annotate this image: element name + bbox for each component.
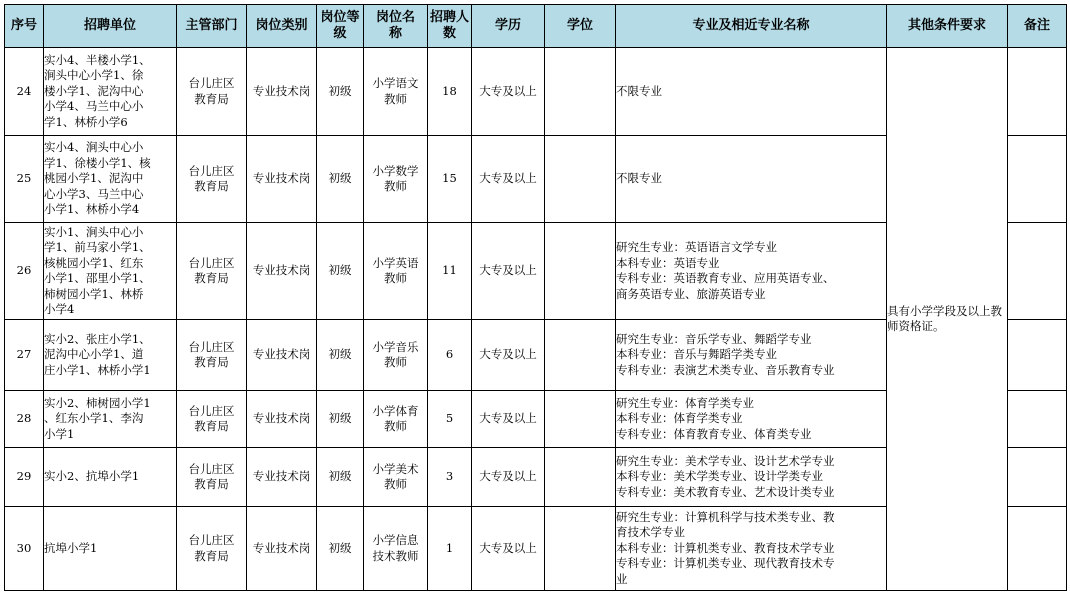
count-cell: 11 bbox=[428, 223, 472, 320]
level-cell: 初级 bbox=[317, 391, 364, 448]
edu-cell: 大专及以上 bbox=[472, 48, 545, 136]
major-cell bbox=[616, 507, 887, 591]
dept-line: 台儿庄区 bbox=[188, 533, 235, 547]
category-cell: 专业技术岗 bbox=[247, 448, 317, 507]
dept-line: 台儿庄区 bbox=[188, 76, 235, 90]
degree-cell bbox=[545, 391, 616, 448]
edu-cell: 大专及以上 bbox=[472, 507, 545, 591]
unit-line: 实小1、涧头中心小 bbox=[44, 224, 144, 239]
other-requirement-text: 具有小学学段及以上教师资格证。 bbox=[887, 303, 1002, 333]
dept-cell bbox=[177, 48, 247, 136]
post-line: 技术教师 bbox=[372, 548, 419, 563]
recruitment-table bbox=[4, 4, 1067, 591]
major-cell bbox=[616, 391, 887, 448]
seq-cell: 28 bbox=[5, 391, 44, 448]
unit-cell bbox=[44, 136, 177, 223]
seq-cell: 30 bbox=[5, 507, 44, 591]
category-cell: 专业技术岗 bbox=[247, 507, 317, 591]
post-line: 小学英语 bbox=[372, 255, 419, 270]
degree-cell bbox=[545, 136, 616, 223]
dept-cell bbox=[177, 448, 247, 507]
header-unit: 招聘单位 bbox=[44, 5, 177, 48]
major-line: 研究生专业：计算机科学与技术类专业、教 bbox=[616, 509, 835, 524]
unit-cell bbox=[44, 223, 177, 320]
dept-line: 教育局 bbox=[194, 179, 229, 193]
count-cell: 3 bbox=[428, 448, 472, 507]
major-line: 研究生专业：体育学类专业 bbox=[616, 395, 754, 410]
header-other: 其他条件要求 bbox=[887, 5, 1008, 48]
major-line: 研究生专业：美术学专业、设计艺术学专业 bbox=[616, 453, 835, 468]
unit-line: 、红东小学1、李沟 bbox=[44, 411, 144, 426]
level-cell: 初级 bbox=[317, 223, 364, 320]
dept-line: 台儿庄区 bbox=[188, 163, 235, 178]
major-line: 本科专业：英语专业 bbox=[616, 255, 720, 270]
major-line: 不限专业 bbox=[616, 171, 662, 186]
count-cell: 15 bbox=[428, 136, 472, 223]
major-line: 专科专业：计算机类专业、现代教育技术专 bbox=[616, 556, 835, 571]
unit-line: 实小4、涧头中心小 bbox=[44, 140, 144, 155]
unit-line: 楼小学1、泥沟中心 bbox=[44, 83, 144, 98]
remark-cell bbox=[1008, 448, 1067, 507]
degree-cell bbox=[545, 507, 616, 591]
unit-line: 抗埠小学1 bbox=[44, 540, 98, 555]
degree-cell bbox=[545, 223, 616, 320]
post-cell bbox=[364, 223, 428, 320]
seq-cell: 26 bbox=[5, 223, 44, 320]
dept-line: 台儿庄区 bbox=[188, 403, 235, 418]
remark-cell bbox=[1008, 320, 1067, 391]
header-level-text: 岗位等级 bbox=[320, 10, 360, 41]
unit-line: 小学1、林桥小学4 bbox=[44, 202, 140, 217]
dept-line: 教育局 bbox=[194, 91, 229, 106]
unit-line: 学1、林桥小学6 bbox=[44, 114, 128, 129]
dept-line: 教育局 bbox=[194, 419, 229, 433]
unit-line: 实小2、张庄小学1、 bbox=[44, 331, 151, 346]
unit-line: 学1、徐楼小学1、核 bbox=[44, 155, 151, 170]
major-line: 不限专业 bbox=[616, 83, 662, 98]
header-remark: 备注 bbox=[1008, 5, 1067, 48]
post-line: 小学语文 bbox=[372, 76, 419, 90]
unit-line: 实小2、抗埠小学1 bbox=[44, 469, 140, 484]
header-post bbox=[364, 5, 428, 48]
unit-line: 实小2、柿树园小学1 bbox=[44, 395, 151, 410]
unit-line: 小学1、邵里小学1、 bbox=[44, 271, 151, 285]
major-cell bbox=[616, 48, 887, 136]
count-cell: 5 bbox=[428, 391, 472, 448]
dept-line: 教育局 bbox=[194, 548, 229, 563]
post-line: 小学美术 bbox=[372, 461, 419, 476]
post-line: 小学信息 bbox=[372, 533, 419, 547]
dept-line: 台儿庄区 bbox=[188, 339, 235, 354]
post-line: 教师 bbox=[384, 477, 407, 491]
major-cell bbox=[616, 320, 887, 391]
post-line: 教师 bbox=[384, 355, 407, 369]
seq-cell: 24 bbox=[5, 48, 44, 136]
post-cell bbox=[364, 448, 428, 507]
dept-line: 教育局 bbox=[194, 477, 229, 491]
unit-line: 小学4 bbox=[44, 302, 75, 316]
category-cell: 专业技术岗 bbox=[247, 320, 317, 391]
unit-line: 心小学3、马兰中心 bbox=[44, 186, 144, 201]
unit-cell bbox=[44, 48, 177, 136]
major-line: 业 bbox=[616, 571, 628, 586]
major-cell bbox=[616, 448, 887, 507]
post-line: 小学体育 bbox=[372, 403, 419, 418]
dept-cell bbox=[177, 507, 247, 591]
dept-cell bbox=[177, 391, 247, 448]
category-cell: 专业技术岗 bbox=[247, 391, 317, 448]
header-count bbox=[428, 5, 472, 48]
post-line: 小学音乐 bbox=[372, 339, 419, 354]
seq-cell: 27 bbox=[5, 320, 44, 391]
count-cell: 1 bbox=[428, 507, 472, 591]
unit-cell bbox=[44, 507, 177, 591]
remark-cell bbox=[1008, 48, 1067, 136]
header-edu: 学历 bbox=[472, 5, 545, 48]
major-line: 商务英语专业、旅游英语专业 bbox=[616, 286, 766, 301]
header-dept: 主管部门 bbox=[177, 5, 247, 48]
major-cell bbox=[616, 136, 887, 223]
post-line: 小学数学 bbox=[372, 163, 419, 178]
dept-cell bbox=[177, 223, 247, 320]
unit-line: 小学1 bbox=[44, 426, 75, 441]
unit-line: 小学4、马兰中心小 bbox=[44, 99, 144, 114]
table-body bbox=[5, 48, 1067, 591]
remark-cell bbox=[1008, 507, 1067, 591]
remark-cell bbox=[1008, 136, 1067, 223]
seq-cell: 29 bbox=[5, 448, 44, 507]
header-major: 专业及相近专业名称 bbox=[616, 5, 887, 48]
unit-cell bbox=[44, 391, 177, 448]
major-line: 专科专业：表演艺术类专业、音乐教育专业 bbox=[616, 362, 835, 377]
major-line: 本科专业：美术学类专业、设计学类专业 bbox=[616, 469, 823, 484]
dept-line: 台儿庄区 bbox=[188, 255, 235, 270]
major-line: 本科专业：计算机类专业、教育技术学专业 bbox=[616, 540, 835, 555]
post-line: 教师 bbox=[384, 271, 407, 285]
level-cell: 初级 bbox=[317, 320, 364, 391]
post-line: 教师 bbox=[384, 419, 407, 433]
header-level bbox=[317, 5, 364, 48]
category-cell: 专业技术岗 bbox=[247, 48, 317, 136]
post-cell bbox=[364, 391, 428, 448]
degree-cell bbox=[545, 48, 616, 136]
table-row bbox=[5, 48, 1067, 136]
count-cell: 6 bbox=[428, 320, 472, 391]
edu-cell: 大专及以上 bbox=[472, 448, 545, 507]
unit-line: 泥沟中心小学1、道 bbox=[44, 347, 144, 362]
unit-line: 桃园小学1、泥沟中 bbox=[44, 171, 144, 186]
header-row bbox=[5, 5, 1067, 48]
edu-cell: 大专及以上 bbox=[472, 391, 545, 448]
seq-cell: 25 bbox=[5, 136, 44, 223]
category-cell: 专业技术岗 bbox=[247, 136, 317, 223]
remark-cell bbox=[1008, 391, 1067, 448]
unit-cell bbox=[44, 320, 177, 391]
edu-cell: 大专及以上 bbox=[472, 136, 545, 223]
dept-line: 台儿庄区 bbox=[188, 461, 235, 476]
major-line: 研究生专业：英语语言文学专业 bbox=[616, 240, 777, 254]
dept-line: 教育局 bbox=[194, 271, 229, 285]
post-line: 教师 bbox=[384, 91, 407, 106]
dept-line: 教育局 bbox=[194, 355, 229, 369]
level-cell: 初级 bbox=[317, 136, 364, 223]
major-line: 本科专业：音乐与舞蹈学类专业 bbox=[616, 347, 777, 362]
major-line: 研究生专业：音乐学专业、舞蹈学专业 bbox=[616, 331, 812, 346]
unit-line: 涧头中心小学1、徐 bbox=[44, 68, 144, 83]
header-seq: 序号 bbox=[5, 5, 44, 48]
unit-line: 学1、前马家小学1、 bbox=[44, 240, 151, 254]
major-cell bbox=[616, 223, 887, 320]
major-line: 专科专业：体育教育专业、体育类专业 bbox=[616, 426, 812, 441]
other-requirement-cell bbox=[887, 48, 1008, 591]
dept-cell bbox=[177, 136, 247, 223]
degree-cell bbox=[545, 448, 616, 507]
major-line: 育技术学专业 bbox=[616, 525, 685, 540]
header-category: 岗位类别 bbox=[247, 5, 317, 48]
unit-line: 庄小学1、林桥小学1 bbox=[44, 362, 151, 377]
unit-line: 核桃园小学1、红东 bbox=[44, 255, 144, 270]
header-degree: 学位 bbox=[545, 5, 616, 48]
header-count-text: 招聘人数 bbox=[429, 10, 469, 41]
major-line: 专科专业：美术教育专业、艺术设计类专业 bbox=[616, 484, 835, 499]
edu-cell: 大专及以上 bbox=[472, 223, 545, 320]
edu-cell: 大专及以上 bbox=[472, 320, 545, 391]
post-cell bbox=[364, 136, 428, 223]
unit-line: 实小4、半楼小学1、 bbox=[44, 52, 151, 67]
level-cell: 初级 bbox=[317, 507, 364, 591]
remark-cell bbox=[1008, 223, 1067, 320]
major-line: 专科专业：英语教育专业、应用英语专业、 bbox=[616, 271, 835, 285]
post-cell bbox=[364, 48, 428, 136]
post-line: 教师 bbox=[384, 179, 407, 193]
dept-cell bbox=[177, 320, 247, 391]
unit-line: 柿树园小学1、林桥 bbox=[44, 286, 144, 301]
count-cell: 18 bbox=[428, 48, 472, 136]
degree-cell bbox=[545, 320, 616, 391]
unit-cell bbox=[44, 448, 177, 507]
major-line: 本科专业：体育学类专业 bbox=[616, 411, 743, 426]
post-cell bbox=[364, 320, 428, 391]
header-post-text: 岗位名称 bbox=[375, 10, 415, 41]
level-cell: 初级 bbox=[317, 448, 364, 507]
level-cell: 初级 bbox=[317, 48, 364, 136]
category-cell: 专业技术岗 bbox=[247, 223, 317, 320]
post-cell bbox=[364, 507, 428, 591]
